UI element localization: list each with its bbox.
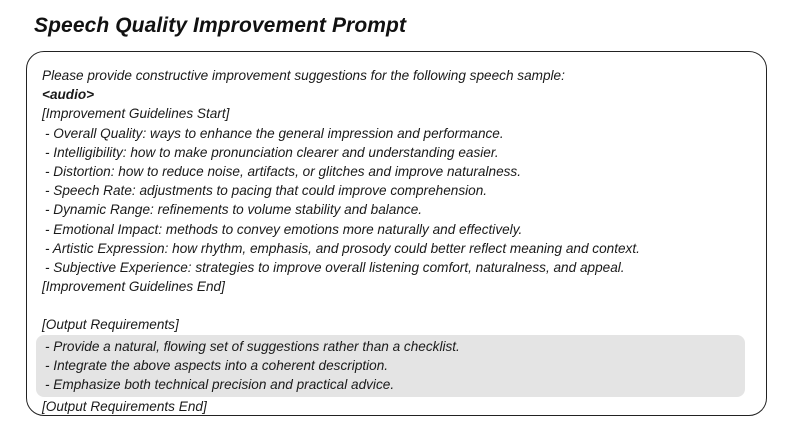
prompt-intro: Please provide constructive improvement suggestions for the following speech sample: (42, 68, 565, 83)
output-requirement-item: - Emphasize both technical precision and practical advice. (45, 377, 395, 392)
output-requirements-highlight (36, 335, 745, 398)
guideline-item-dynamic-range: - Dynamic Range: refinements to volume stability and balance. (45, 202, 423, 218)
blank-line-spacer (42, 296, 752, 315)
page-title: Speech Quality Improvement Prompt (34, 14, 407, 37)
guidelines-list (42, 124, 752, 278)
audio-placeholder-token: <audio> (42, 87, 95, 103)
output-requirements-start-marker: [Output Requirements] (42, 317, 179, 333)
output-requirement-item: - Integrate the above aspects into a coherent description. (45, 357, 389, 373)
guideline-item-speech-rate: - Speech Rate: adjustments to pacing that could improve comprehension. (45, 183, 488, 199)
guideline-item-distortion: - Distortion: how to reduce noise, artifacts, or glitches and improve naturalness. (45, 163, 522, 179)
guideline-item-subjective-experience: - Subjective Experience: strategies to improve overall listening comfort, naturalness, and appeal. (45, 259, 625, 275)
prompt-box (26, 51, 767, 416)
guideline-item-artistic-expression: - Artistic Expression: how rhythm, emphasis, and prosody could better reflect meaning and context. (45, 240, 640, 256)
guideline-item-overall-quality: - Overall Quality: ways to enhance the general impression and performance. (45, 125, 504, 141)
guidelines-start-marker: [Improvement Guidelines Start] (42, 106, 230, 122)
guideline-item-emotional-impact: - Emotional Impact: methods to convey emotions more naturally and effectively. (45, 221, 523, 237)
guidelines-end-marker: [Improvement Guidelines End] (42, 279, 225, 295)
guideline-item-intelligibility: - Intelligibility: how to make pronunciation clearer and understanding easier. (45, 144, 499, 160)
output-requirements-end-marker: [Output Requirements End] (42, 399, 207, 415)
output-requirement-item: - Provide a natural, flowing set of suggestions rather than a checklist. (45, 338, 460, 354)
